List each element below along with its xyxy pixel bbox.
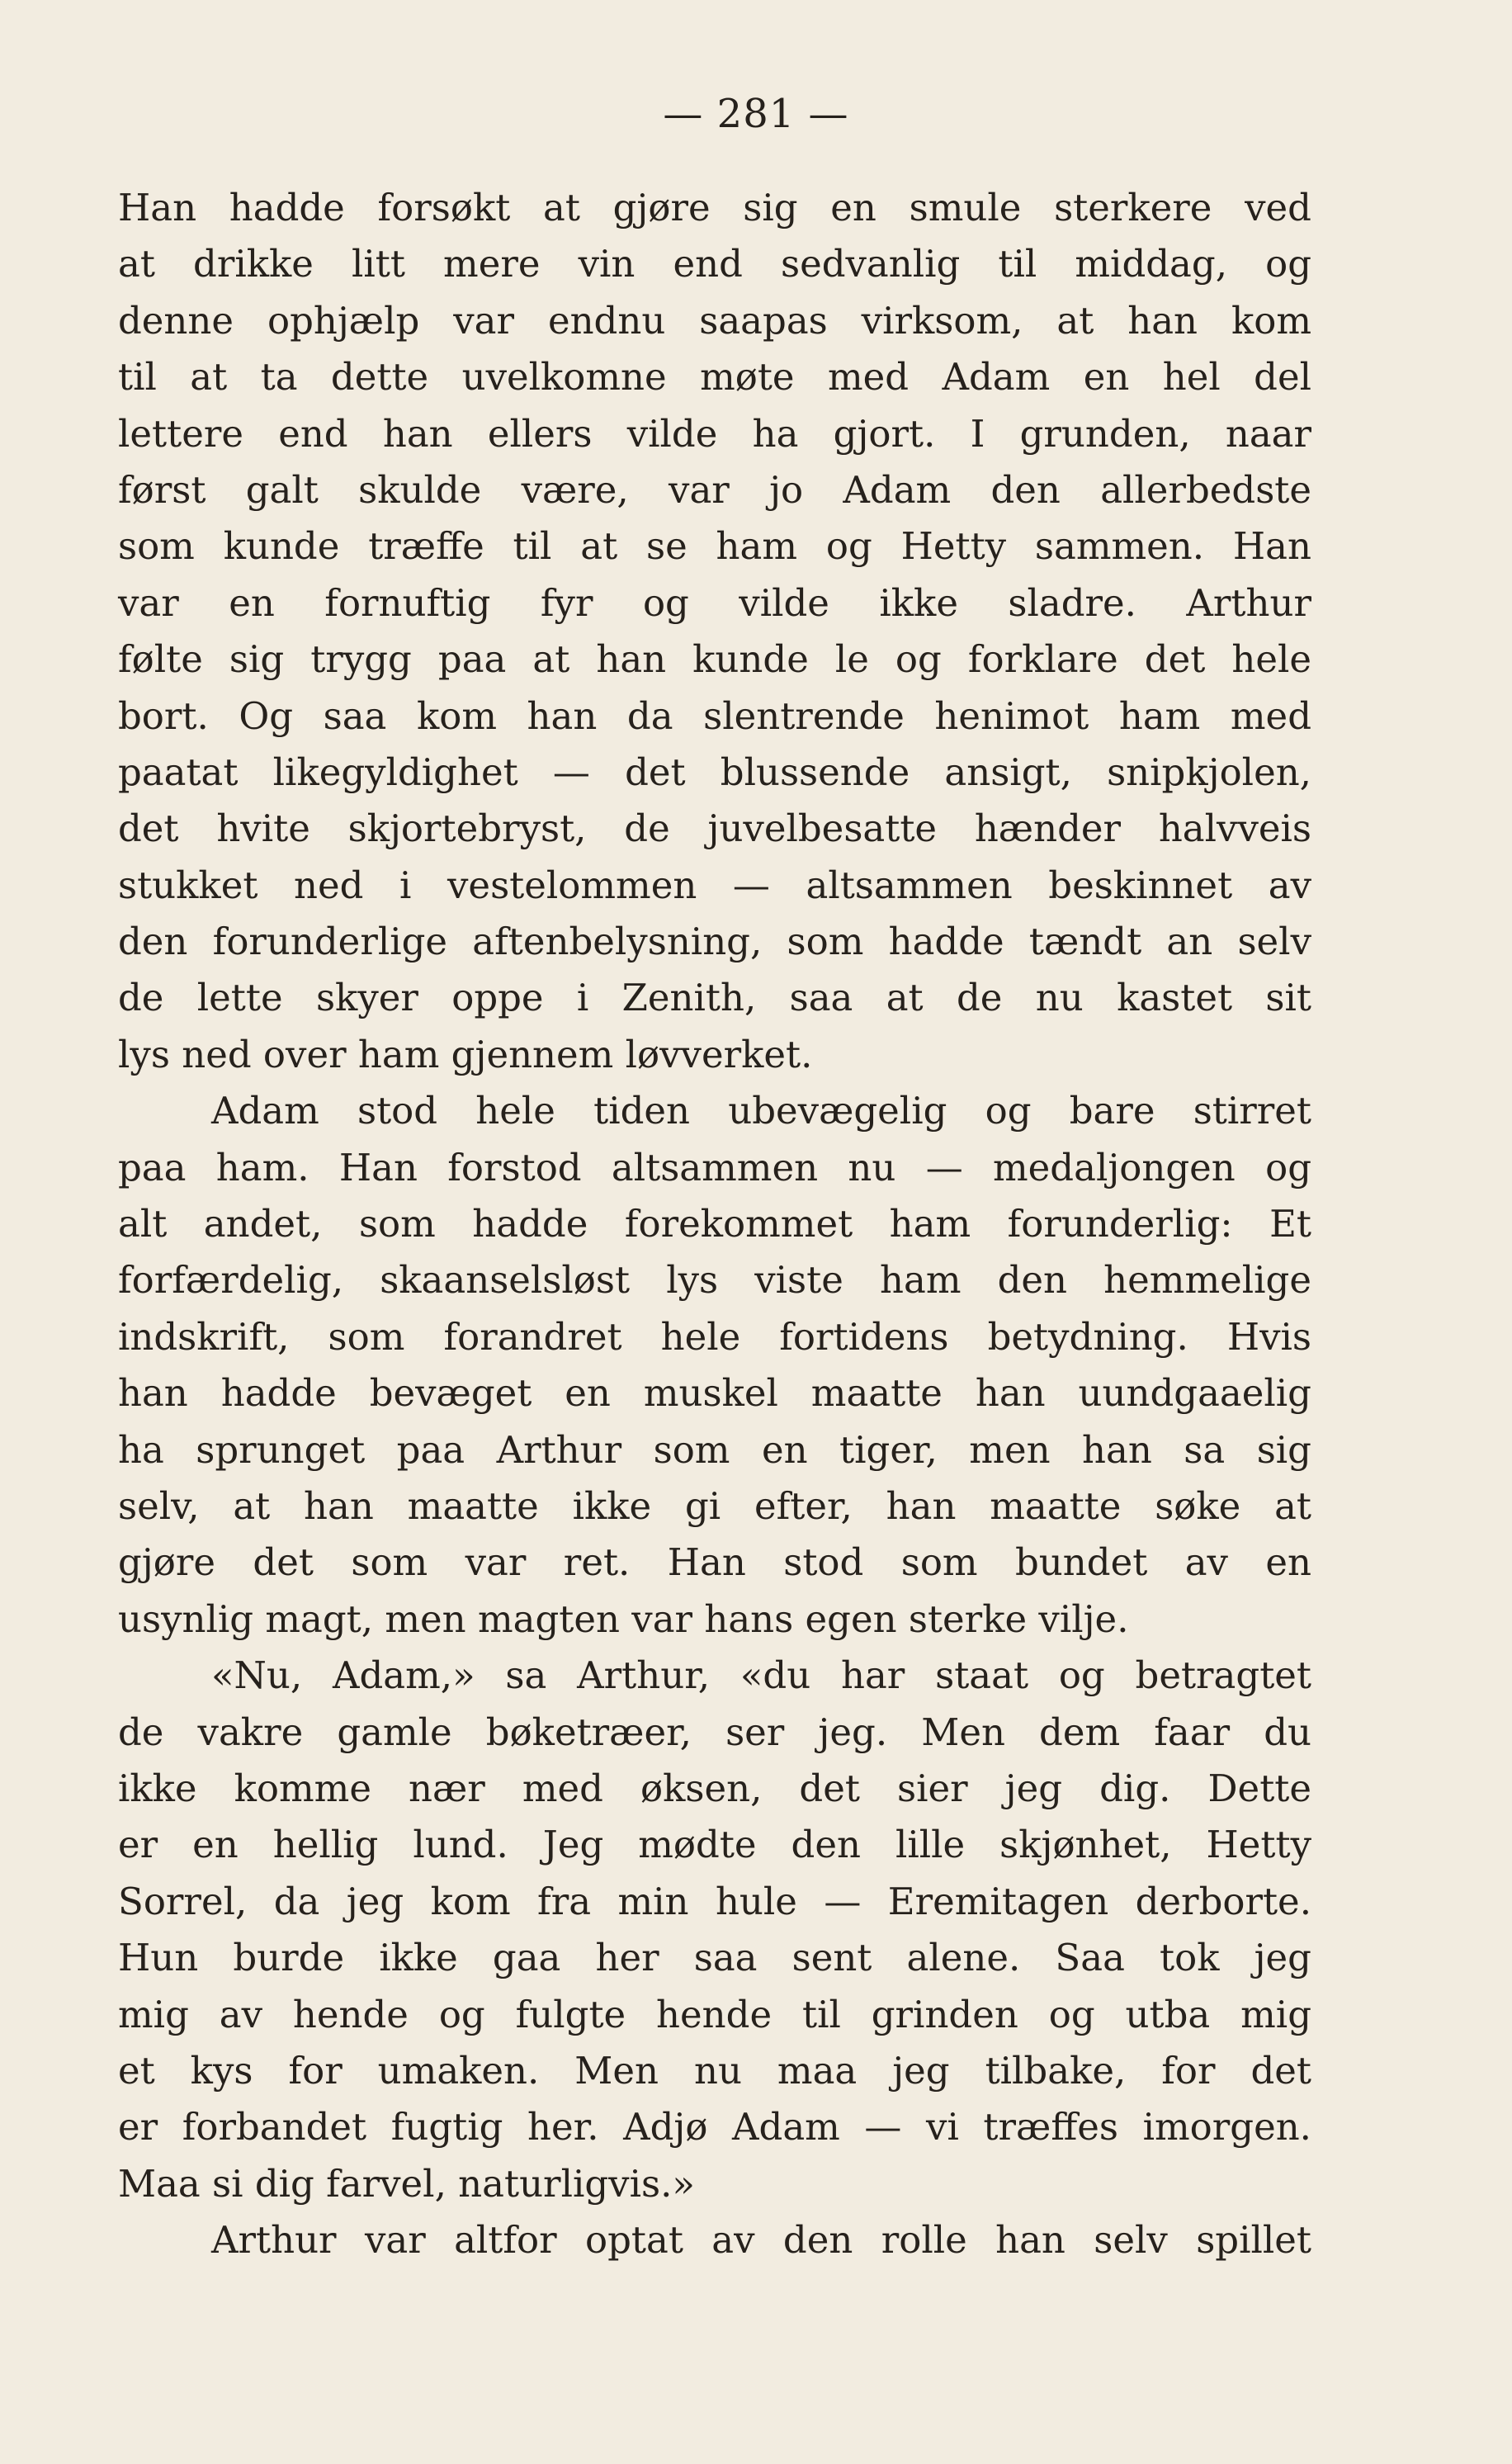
text-line: til at ta dette uvelkomne møte med Adam en hel del	[118, 355, 1311, 400]
text-line: usynlig magt, men magten var hans egen sterke vilje.	[118, 1596, 1129, 1641]
text-line: han hadde bevæget en muskel maatte han uundgaaelig	[118, 1371, 1311, 1416]
text-line: paa ham. Han forstod altsammen nu — medaljongen og	[118, 1145, 1311, 1189]
text-line: indskrift, som forandret hele fortidens betydning. Hvis	[118, 1314, 1311, 1359]
text-line: det hvite skjortebryst, de juvelbesatte hænder halvveis	[118, 806, 1311, 851]
text-line: lys ned over ham gjennem løvverket.	[118, 1032, 813, 1076]
text-line: mig av hende og fulgte hende til grinden og utba mig	[118, 1992, 1311, 2036]
text-line: de vakre gamle bøketræer, ser jeg. Men dem faar du	[118, 1710, 1311, 1754]
text-line: selv, at han maatte ikke gi efter, han maatte søke at	[118, 1483, 1311, 1528]
text-line: som kunde træffe til at se ham og Hetty sammen. Han	[118, 524, 1311, 569]
text-line: de lette skyer oppe i Zenith, saa at de nu kastet sit	[118, 976, 1311, 1020]
text-line: er forbandet fugtig her. Adjø Adam — vi træffes imorgen.	[118, 2105, 1311, 2149]
text-line: var en fornuftig fyr og vilde ikke sladre. Arthur	[118, 580, 1311, 625]
text-line: gjøre det som var ret. Han stod som bundet av en	[118, 1540, 1311, 1585]
text-line: den forunderlige aftenbelysning, som hadde tændt an selv	[118, 920, 1311, 964]
text-line: Han hadde forsøkt at gjøre sig en smule sterkere ved	[118, 186, 1311, 229]
text-line: følte sig trygg paa at han kunde le og forklare det hele	[118, 637, 1311, 682]
text-line: er en hellig lund. Jeg mødte den lille skjønhet, Hetty	[118, 1823, 1311, 1867]
text-line: forfærdelig, skaanselsløst lys viste ham den hemmelige	[118, 1258, 1311, 1303]
page-number: — 281 —	[663, 91, 849, 137]
text-line: «Nu, Adam,» sa Arthur, «du har staat og betragtet	[211, 1653, 1311, 1698]
text-line: ha sprunget paa Arthur som en tiger, men han sa sig	[118, 1427, 1311, 1472]
text-line: først galt skulde være, var jo Adam den allerbedste	[118, 467, 1311, 512]
text-line: Maa si dig farvel, naturligvis.»	[118, 2161, 695, 2206]
text-line: lettere end han ellers vilde ha gjort. I grunden, naar	[118, 411, 1311, 456]
text-line: Sorrel, da jeg kom fra min hule — Eremitagen derborte.	[118, 1879, 1311, 1923]
text-line: at drikke litt mere vin end sedvanlig til middag, og	[118, 242, 1311, 286]
text-line: bort. Og saa kom han da slentrende henimot ham med	[118, 693, 1311, 738]
text-line: stukket ned i vestelommen — altsammen beskinnet av	[118, 863, 1311, 907]
text-line: paatat likegyldighet — det blussende ansigt, snipkjolen,	[118, 750, 1311, 794]
text-line: et kys for umaken. Men nu maa jeg tilbake, for det	[118, 2048, 1311, 2093]
text-line: Arthur var altfor optat av den rolle han selv spillet	[211, 2218, 1311, 2263]
text-line: denne ophjælp var endnu saapas virksom, at han kom	[118, 298, 1311, 343]
text-line: Hun burde ikke gaa her saa sent alene. Saa tok jeg	[118, 1936, 1311, 1980]
body-text	[118, 180, 1311, 2268]
text-line: alt andet, som hadde forekommet ham forunderlig: Et	[118, 1202, 1311, 1246]
text-line: Adam stod hele tiden ubevægelig og bare stirret	[211, 1089, 1311, 1133]
text-line: ikke komme nær med øksen, det sier jeg dig. Dette	[118, 1766, 1311, 1810]
